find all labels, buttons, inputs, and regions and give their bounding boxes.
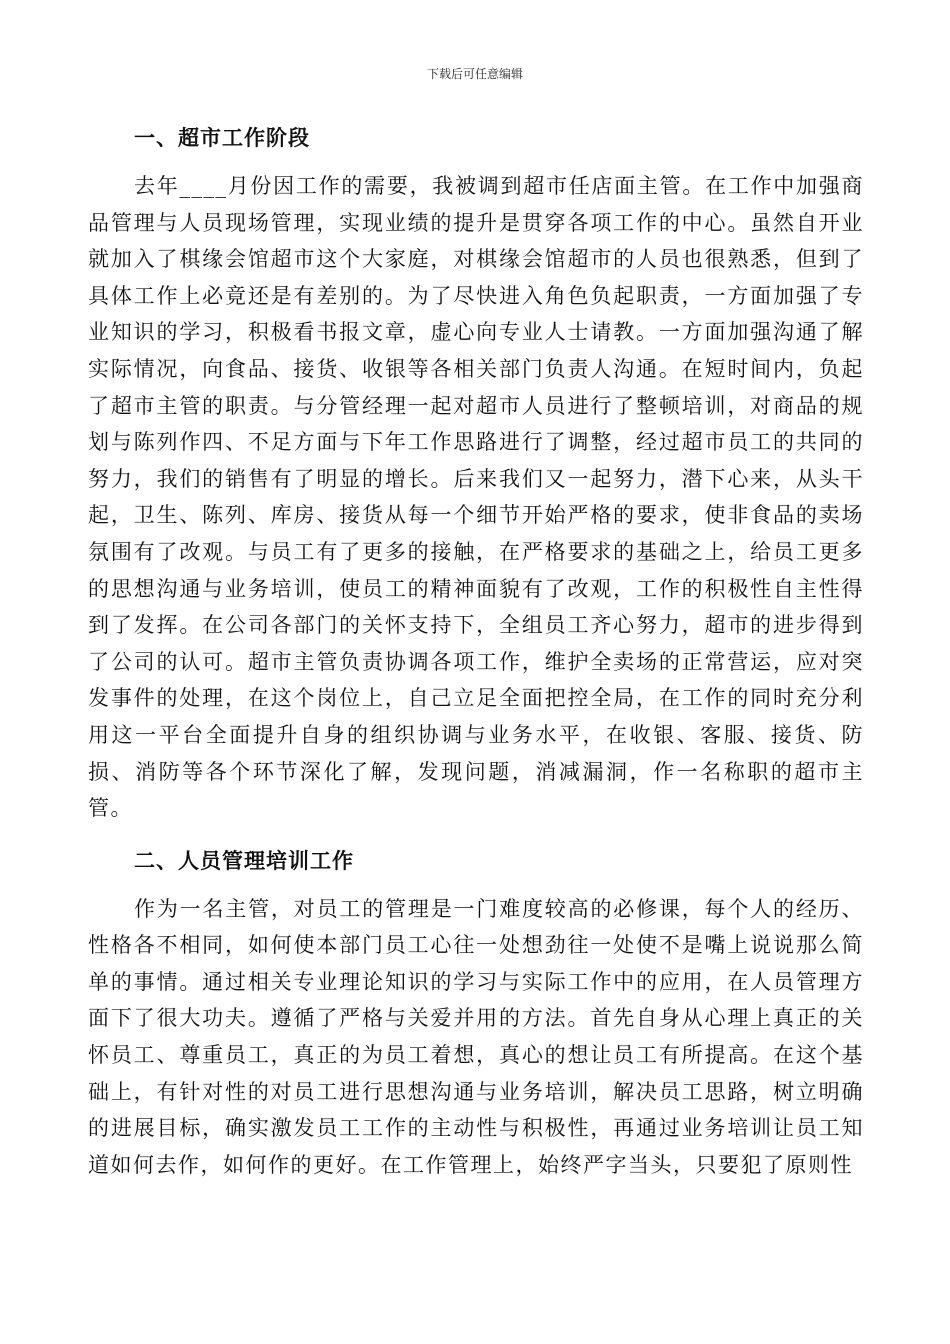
section-heading: 二、人员管理培训工作 (134, 847, 354, 873)
section-heading: 一、超市工作阶段 (134, 125, 310, 150)
section-paragraph: 作为一名主管，对员工的管理是一门难度较高的必修课，每个人的经历、性格各不相同，如何使本部门员工心往一处想劲往一处使不是嘴上说说那么简单的事情。通过相关专业理论知识的学习与实际工作中的应用，在人员管理方面下了很大功夫。遵循了严格与关爱并用的方法。首先自身从心理上真正的关怀员工、尊重员工，真正的为员工着想，真心的想让员工有所提高。在这个基础上，有针对性的对员工进行思想沟通与业务培训，解决员工思路，树立明确的进展目标，确实激发员工工作的主动性与积极性，再通过业务培训让员工知道如何去作，如何作的更好。在工作管理上，始终严字当头，只要犯了原则性 (88, 896, 864, 1177)
section-paragraph: 去年____月份因工作的需要，我被调到超市任店面主管。在工作中加强商品管理与人员现场管理，实现业绩的提升是贯穿各项工作的中心。虽然自开业就加入了棋缘会馆超市这个大家庭，对棋缘会馆超市的人员也很熟悉，但到了具体工作上必竟还是有差别的。为了尽快进入角色负起职责，一方面加强了专业知识的学习，积极看书报文章，虚心向专业人士请教。一方面加强沟通了解实际情况，向食品、接货、收银等各相关部门负责人沟通。在短时间内，负起了超市主管的职责。与分管经理一起对超市人员进行了整顿培训，对商品的规划与陈列作四、不足方面与下年工作思路进行了调整，经过超市员工的共同的努力，我们的销售有了明显的增长。后来我们又一起努力，潜下心来，从头干起，卫生、陈列、库房、接货从每一个细节开始严格的要求，使非食品的卖场氛围有了改观。与员工有了更多的接触，在严格要求的基础之上，给员工更多的思想沟通与业务培训，使员工的精神面貌有了改观，工作的积极性自主性得到了发挥。在公司各部门的关怀支持下，全组员工齐心努力，超市的进步得到了公司的认可。超市主管负责协调各项工作，维护全卖场的正常营运，应对突发事件的处理，在这个岗位上，自己立足全面把控全局，在工作的同时充分利用这一平台全面提升自身的组织协调与业务水平，在收银、客服、接货、防损、消防等各个环节深化了解，发现问题，消减漏洞，作一名称职的超市主管。 (88, 174, 864, 821)
document-body (88, 118, 864, 1183)
page-header: 下载后可任意编辑 (426, 67, 523, 81)
